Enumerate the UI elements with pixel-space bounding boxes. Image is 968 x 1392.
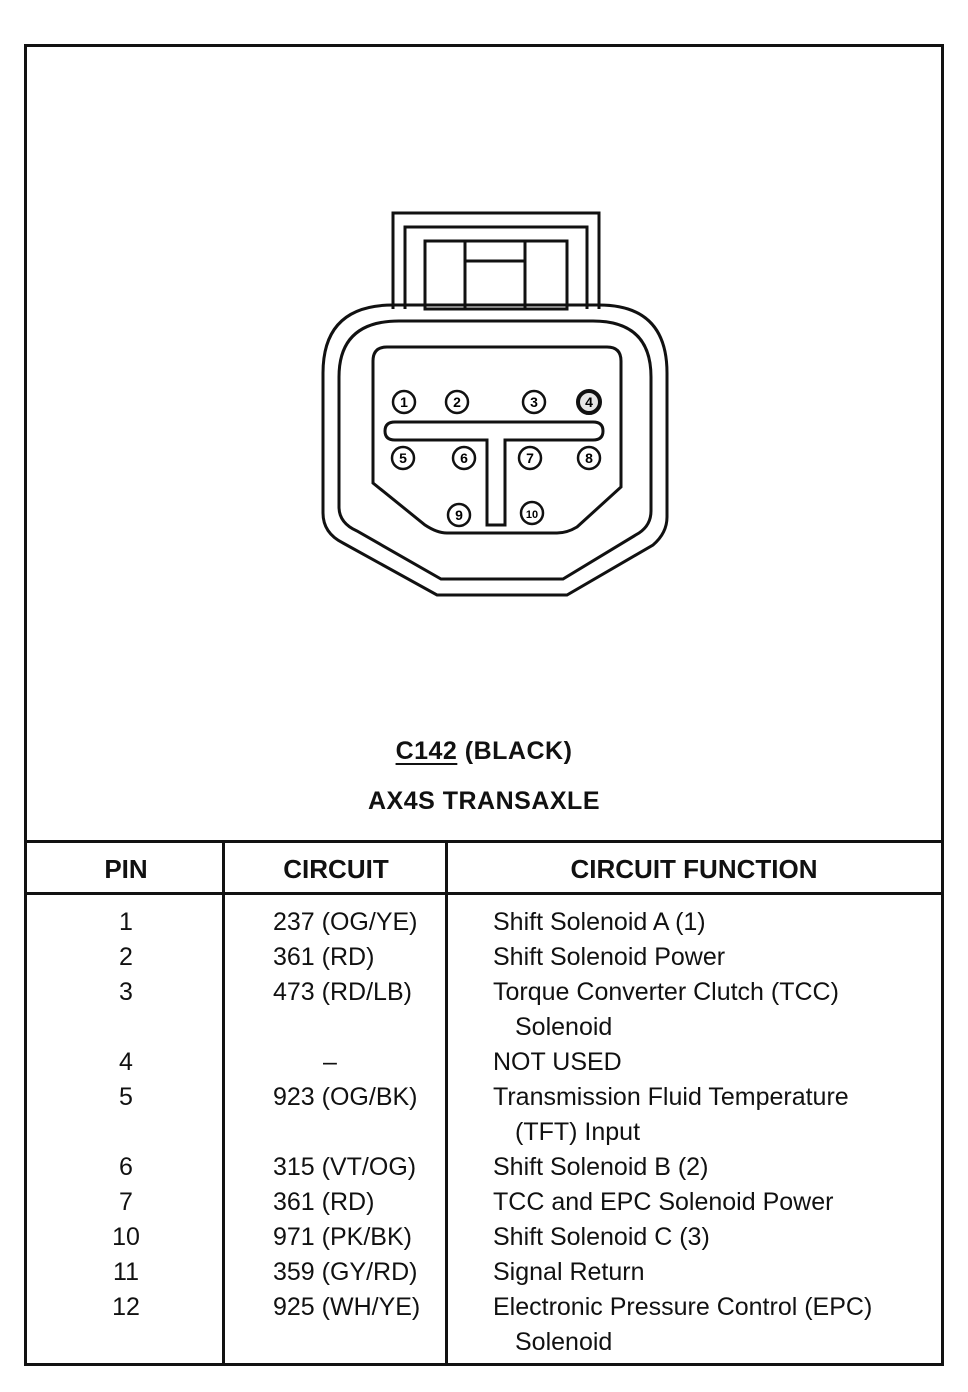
pin-cavity-7 [519, 447, 541, 469]
function-text: TCC and EPC Solenoid Power [493, 1188, 834, 1216]
pin-cavity-1 [393, 391, 415, 413]
pin-cavity-4 [578, 391, 600, 413]
function-cell [493, 1080, 933, 1150]
pin-cavity-8 [578, 447, 600, 469]
circuit-cell: 923 (OG/BK) [273, 1083, 418, 1111]
function-text-continued: Solenoid [515, 1013, 613, 1041]
function-text-continued: (TFT) Input [515, 1118, 641, 1146]
pin-cell: 7 [119, 1188, 133, 1216]
latch [393, 213, 599, 309]
function-text: NOT USED [493, 1048, 622, 1076]
function-text: Torque Converter Clutch (TCC) [493, 978, 839, 1006]
pin-number-label: 9 [455, 507, 463, 523]
function-text: Transmission Fluid Temperature [493, 1083, 849, 1111]
table-row [27, 975, 941, 1045]
table-row [27, 940, 941, 975]
connector-subtitle: AX4S TRANSAXLE [367, 787, 601, 815]
function-cell [493, 1255, 933, 1290]
table-row [27, 1080, 941, 1150]
header-function: CIRCUIT FUNCTION [570, 854, 818, 884]
t-key [385, 422, 603, 525]
function-text: Shift Solenoid Power [493, 943, 726, 971]
pin-number-label: 4 [585, 394, 593, 410]
connector-title [27, 737, 941, 766]
circuit-cell: 361 (RD) [273, 943, 375, 971]
pin-cavity-2 [446, 391, 468, 413]
connector-id: C142 [395, 737, 458, 765]
pin-cavity-3 [523, 391, 545, 413]
function-text-continued: Solenoid [515, 1328, 613, 1356]
function-cell [493, 1150, 933, 1185]
pin-cavity-6 [453, 447, 475, 469]
table-row [27, 1290, 941, 1360]
function-cell [493, 1185, 933, 1220]
function-text: Electronic Pressure Control (EPC) [493, 1293, 873, 1321]
function-cell [493, 940, 933, 975]
circuit-cell: 971 (PK/BK) [273, 1223, 412, 1251]
table-row [27, 1220, 941, 1255]
cavity-pins [392, 391, 600, 526]
circuit-cell: 473 (RD/LB) [273, 978, 412, 1006]
table-body [27, 905, 941, 1360]
table-row [27, 1150, 941, 1185]
pin-number-label: 10 [525, 509, 539, 521]
pin-cavity-5 [392, 447, 414, 469]
pin-cavity-10 [521, 502, 543, 524]
pin-cell: 5 [119, 1083, 133, 1111]
pin-cell: 1 [119, 908, 133, 936]
circuit-cell: 361 (RD) [273, 1188, 375, 1216]
pin-number-label: 3 [530, 394, 538, 410]
pin-cell: 2 [119, 943, 133, 971]
circuit-cell: 237 (OG/YE) [273, 908, 418, 936]
function-text: Signal Return [493, 1258, 645, 1286]
connector-color: (BLACK) [464, 737, 573, 765]
function-cell [493, 975, 933, 1045]
pin-cell: 6 [119, 1153, 133, 1181]
table-row [27, 1045, 941, 1080]
pin-cell: 12 [112, 1293, 140, 1321]
pin-cavity-9 [448, 504, 470, 526]
header-circuit: CIRCUIT [283, 854, 389, 884]
pin-number-label: 1 [400, 394, 408, 410]
function-cell [493, 1290, 933, 1360]
pin-cell: 4 [119, 1048, 133, 1076]
connector-face-diagram [27, 47, 941, 727]
pin-cell: 10 [112, 1223, 140, 1251]
pinout-table [27, 840, 941, 1366]
function-cell [493, 1045, 933, 1080]
table-row [27, 905, 941, 940]
header-pin: PIN [104, 854, 148, 884]
pin-cell: 3 [119, 978, 133, 1006]
table-row [27, 1185, 941, 1220]
function-text: Shift Solenoid A (1) [493, 908, 706, 936]
pin-cell: 11 [113, 1258, 139, 1286]
circuit-cell: – [323, 1048, 337, 1076]
pin-number-label: 8 [585, 450, 593, 466]
function-text: Shift Solenoid B (2) [493, 1153, 709, 1181]
circuit-cell: 925 (WH/YE) [273, 1293, 421, 1321]
table-row [27, 1255, 941, 1290]
function-text: Shift Solenoid C (3) [493, 1223, 710, 1251]
pin-number-label: 6 [460, 450, 468, 466]
pin-number-label: 5 [399, 450, 407, 466]
function-cell [493, 1220, 933, 1255]
pin-number-label: 7 [526, 450, 534, 466]
circuit-cell: 315 (VT/OG) [273, 1153, 417, 1181]
circuit-cell: 359 (GY/RD) [273, 1258, 418, 1286]
table-header [27, 843, 941, 895]
function-cell [493, 905, 933, 940]
housing-inner [339, 321, 651, 579]
pin-number-label: 2 [453, 394, 461, 410]
connector-sheet [24, 44, 944, 1366]
